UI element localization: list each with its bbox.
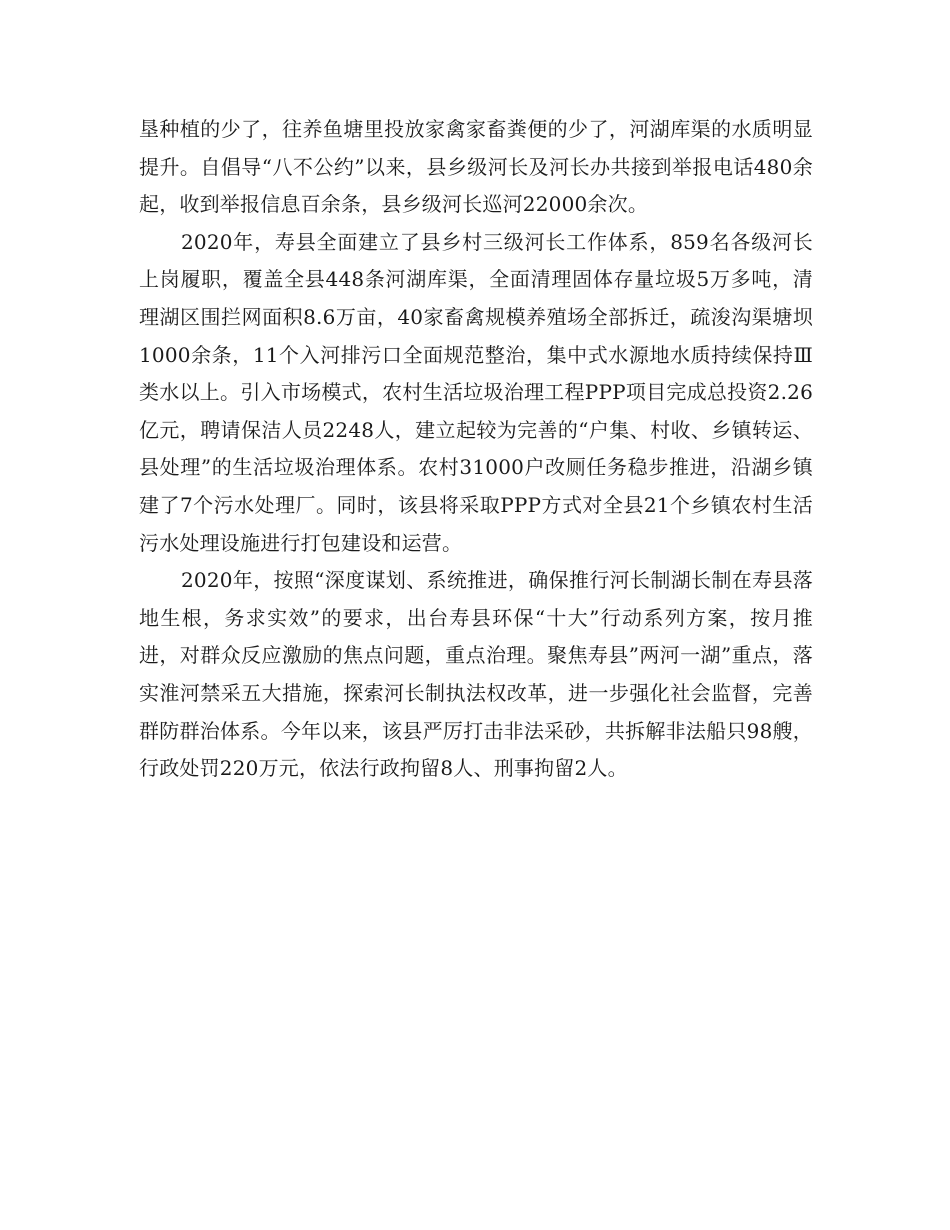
paragraph-continuation: 垦种植的少了，往养鱼塘里投放家禽家畜粪便的少了，河湖库渠的水质明显提升。自倡导“八不公约”以来，县乡级河长及河长办共接到举报电话480余起，收到举报信息百余条，县乡级河长巡河22000余次。 (139, 117, 813, 217)
paragraph-environmental-actions: 2020年，按照“深度谋划、系统推进，确保推行河长制湖长制在寿县落地生根，务求实效”的要求，出台寿县环保“十大”行动系列方案，按月推进，对群众反应激励的焦点问题，重点治理。聚焦寿县”两河一湖”重点，落实淮河禁采五大措施，探索河长制执法权改革，进一步强化社会监督，完善群防群治体系。今年以来，该县严厉打击非法采砂，共拆解非法船只98艘，行政处罚220万元，依法行政拘留8人、刑事拘留2人。 (139, 568, 813, 781)
document-body (139, 111, 813, 788)
paragraph-river-chief-system: 2020年，寿县全面建立了县乡村三级河长工作体系，859名各级河长上岗履职，覆盖全县448条河湖库渠，全面清理固体存量垃圾5万多吨，清理湖区围拦网面积8.6万亩，40家畜禽规模养殖场全部拆迁，疏浚沟渠塘坝1000余条，11个入河排污口全面规范整治，集中式水源地水质持续保持Ⅲ类水以上。引入市场模式，农村生活垃圾治理工程PPP项目完成总投资2.26亿元，聘请保洁人员2248人，建立起较为完善的“户集、村收、乡镇转运、县处理”的生活垃圾治理体系。农村31000户改厕任务稳步推进，沿湖乡镇建了7个污水处理厂。同时，该县将采取PPP方式对全县21个乡镇农村生活污水处理设施进行打包建设和运营。 (139, 229, 813, 555)
